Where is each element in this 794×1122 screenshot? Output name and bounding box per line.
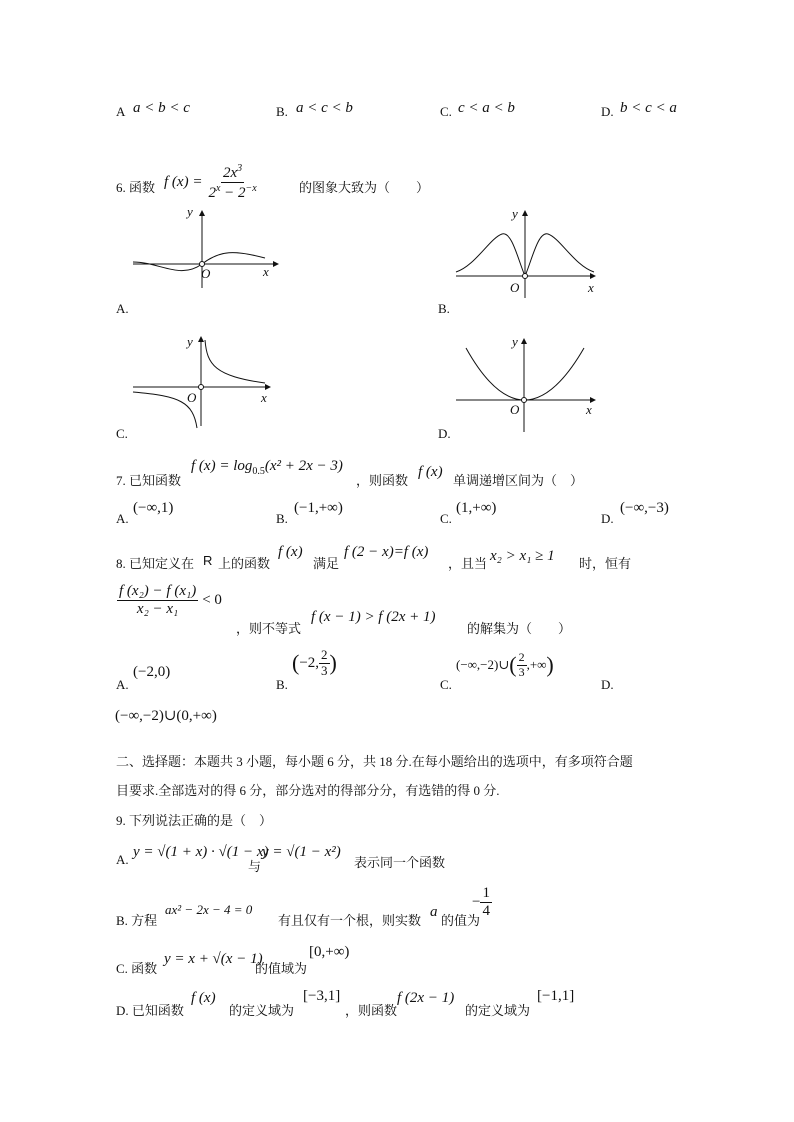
q5-option-a-label: A xyxy=(116,104,126,119)
q9-stem: 9. 下列说法正确的是（ ） xyxy=(116,813,273,828)
q9-d-t2: ，则函数 xyxy=(345,1003,398,1018)
q8-option-d-label: D. xyxy=(601,677,614,692)
q7-option-c-expr: (1,+∞) xyxy=(456,500,497,516)
q9-d-f1: f (x) xyxy=(191,990,216,1006)
q6-fraction xyxy=(206,163,258,203)
q9-b-sign: − xyxy=(472,894,481,911)
q7-option-d-label: D. xyxy=(601,511,614,526)
q8-t6: 的解集为（ ） xyxy=(467,621,572,636)
q6-suffix: 的图象大致为（ ） xyxy=(299,180,430,195)
q9-c-range: [0,+∞) xyxy=(309,944,350,960)
q9-b-label: B. 方程 xyxy=(116,913,158,928)
q6-graph-a-xlabel: x xyxy=(263,264,269,279)
q5-option-d-expr: b < c < a xyxy=(620,100,677,116)
q7-function xyxy=(191,458,343,477)
q6-den-op: − 2 xyxy=(220,185,246,202)
q6-graph-a-label: A. xyxy=(116,301,129,316)
q6-graph-a xyxy=(125,200,285,290)
q8-cond: x₂ > x₁ ≥ 1 xyxy=(490,548,555,564)
q8-ineq-den: x₂ − x₁ xyxy=(136,601,179,618)
q6-graph-a-origin: O xyxy=(201,266,211,281)
q9-b-e1: ax² − 2x − 4 = 0 xyxy=(165,902,253,917)
q9-b-num: 1 xyxy=(480,885,492,903)
q5-option-b-label: B. xyxy=(276,104,288,119)
q8-option-c-num: 2 xyxy=(518,650,525,664)
q6-graph-b xyxy=(450,200,610,300)
q9-c-label: C. 函数 xyxy=(116,961,158,976)
q5-option-a-expr: a < b < c xyxy=(133,100,190,116)
q7-func: f (x) = log xyxy=(191,458,253,474)
q6-graph-b-xlabel: x xyxy=(588,280,594,295)
q8-option-a-label: A. xyxy=(116,677,129,692)
q9-a-suffix: 表示同一个函数 xyxy=(354,855,446,870)
q6-graph-d-ylabel: y xyxy=(512,334,518,349)
q6-frac-num: 2x xyxy=(222,165,238,181)
q9-a-e1: y = √(1 + x) · √(1 − x) xyxy=(133,844,269,860)
q8-t4: 时，恒有 xyxy=(579,556,632,571)
q6-graph-b-origin: O xyxy=(510,280,520,295)
q8-option-c-pre: (−∞,−2)∪ xyxy=(456,657,510,673)
q8-t1: 上的函数 xyxy=(218,556,271,571)
q8-option-b-pre: −2, xyxy=(299,654,320,671)
q6-frac-num-exp: 3 xyxy=(237,163,243,174)
q6-graph-b-ylabel: y xyxy=(512,206,518,221)
q6-graph-d-origin: O xyxy=(510,402,520,417)
q6-graph-d-xlabel: x xyxy=(586,402,592,417)
q8-option-d-expr: (−∞,−2)∪(0,+∞) xyxy=(115,708,217,724)
q9-d-d1: [−3,1] xyxy=(303,988,341,1004)
q6-graph-c-label: C. xyxy=(116,426,128,441)
q9-a-mid: 与 xyxy=(248,859,262,874)
q8-option-a-expr: (−2,0) xyxy=(133,664,171,680)
q6-graph-c-ylabel: y xyxy=(187,334,193,349)
q8-option-c-expr: (−∞,−2)∪ ( $\frac{2}{3}$ ,+∞ ) xyxy=(456,650,554,679)
q6-graph-d xyxy=(450,332,610,434)
q8-t2: 满足 xyxy=(313,556,340,571)
q7-arg: (x² + 2x − 3) xyxy=(264,458,343,474)
q7-mid: ，则函数 xyxy=(356,473,409,488)
q6-den-b-exp: −x xyxy=(245,183,257,195)
q8-option-c-label: C. xyxy=(440,677,452,692)
q5-option-b-expr: a < c < b xyxy=(296,100,353,116)
q7-option-b-label: B. xyxy=(276,511,288,526)
q7-suffix: 单调递增区间为（ ） xyxy=(453,473,584,488)
q7-option-a-expr: (−∞,1) xyxy=(133,500,174,516)
q7-option-a-label: A. xyxy=(116,511,129,526)
q9-a-e2: y = √(1 − x²) xyxy=(262,844,341,860)
q8-option-b-expr: ( −2, $\frac{2}{3}$ ) xyxy=(292,647,337,678)
q6-graph-d-label: D. xyxy=(438,426,451,441)
q9-c-e1: y = x + √(x − 1) xyxy=(164,951,263,967)
q6-den-a-exp: x xyxy=(215,183,221,195)
q5-option-c-label: C. xyxy=(440,104,452,119)
q7-f2: f (x) xyxy=(418,464,443,480)
q9-a-label: A. xyxy=(116,852,129,867)
q7-option-b-expr: (−1,+∞) xyxy=(294,500,343,516)
q6-graph-c-origin: O xyxy=(187,390,197,405)
section2-line1: 二、选择题：本题共 3 小题，每小题 6 分，共 18 分.在每小题给出的选项中，有多项符合题 xyxy=(116,754,633,769)
q9-b-mid: 有且仅有一个根，则实数 xyxy=(278,913,422,928)
q9-b-den: 4 xyxy=(482,903,490,920)
q6-den-a: 2 xyxy=(208,185,216,202)
q6-func-lhs: f (x) = xyxy=(164,174,203,191)
q8-option-b-label: B. xyxy=(276,677,288,692)
q8-inequality xyxy=(117,583,222,619)
q6-function xyxy=(164,163,259,203)
q7-base: 0.5 xyxy=(252,466,265,477)
q8-eq: f (2 − x)=f (x) xyxy=(344,544,429,560)
q8-f1: f (x) xyxy=(278,544,303,560)
q9-b-suffix: 的值为 xyxy=(441,913,481,928)
q8-domain: R xyxy=(203,553,213,568)
q6-number: 6. 函数 xyxy=(116,180,156,195)
q8-option-c-post: ,+∞ xyxy=(526,657,547,673)
q6-graph-c xyxy=(125,330,285,430)
q9-d-label: D. 已知函数 xyxy=(116,1003,184,1018)
q9-b-value xyxy=(472,885,492,921)
q8-t5: ，则不等式 xyxy=(236,621,302,636)
q6-graph-a-ylabel: y xyxy=(187,204,193,219)
q9-c-mid: 的值域为 xyxy=(255,961,308,976)
q9-d-t3: 的定义域为 xyxy=(465,1003,531,1018)
q8-ineq-num: f (x₂) − f (x₁) xyxy=(117,583,198,601)
q8-prefix: 8. 已知定义在 xyxy=(116,556,195,571)
q8-option-c-den: 3 xyxy=(518,664,525,679)
q6-graph-b-label: B. xyxy=(438,301,450,316)
q9-d-d2: [−1,1] xyxy=(537,988,575,1004)
q9-d-t1: 的定义域为 xyxy=(229,1003,295,1018)
q5-option-d-label: D. xyxy=(601,104,614,119)
q8-option-b-num: 2 xyxy=(321,647,328,662)
q8-t3: ，且当 xyxy=(448,556,488,571)
q7-option-d-expr: (−∞,−3) xyxy=(620,500,669,516)
q7-prefix: 7. 已知函数 xyxy=(116,473,182,488)
q5-option-c-expr: c < a < b xyxy=(458,100,515,116)
q8-ineq2: f (x − 1) > f (2x + 1) xyxy=(311,609,436,625)
q8-option-b-den: 3 xyxy=(321,662,328,678)
q8-ineq-rhs: < 0 xyxy=(202,592,222,609)
q9-d-f2: f (2x − 1) xyxy=(397,990,455,1006)
q7-option-c-label: C. xyxy=(440,511,452,526)
q9-b-var: a xyxy=(430,904,438,920)
section2-line2: 目要求.全部选对的得 6 分，部分选对的得部分分，有选错的得 0 分. xyxy=(116,783,500,798)
q6-graph-c-xlabel: x xyxy=(261,390,267,405)
